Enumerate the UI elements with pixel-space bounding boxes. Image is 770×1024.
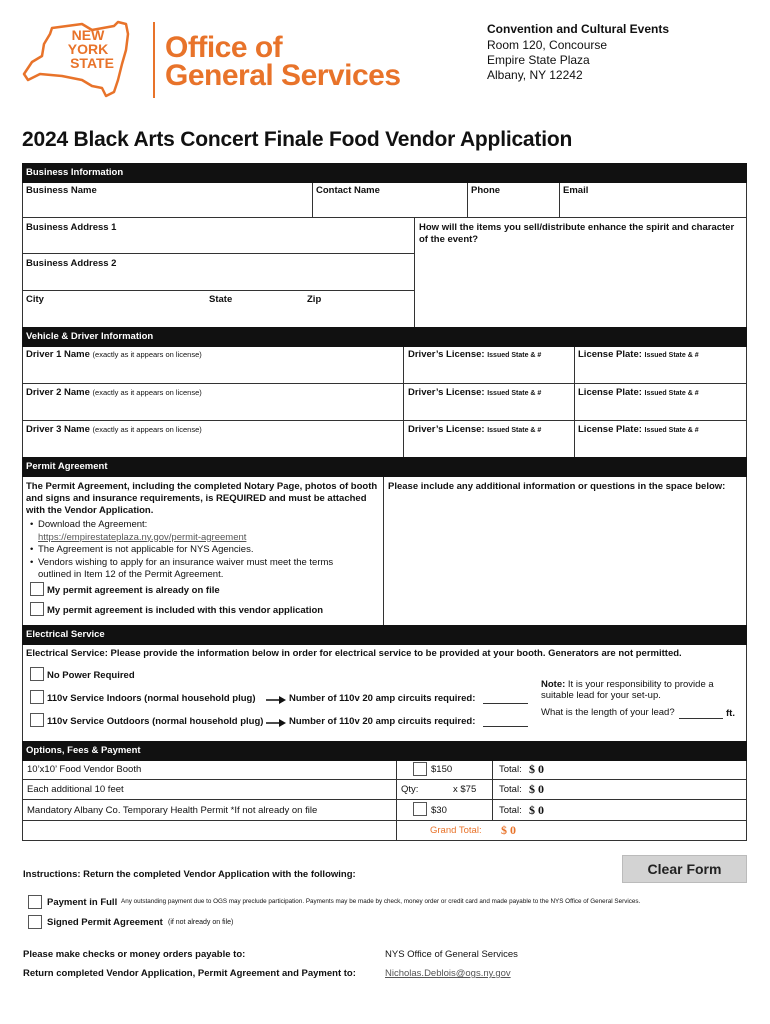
return-email-link[interactable]: Nicholas.Deblois@ogs.ny.gov [385, 968, 511, 979]
license-note: (exactly as it appears on license) [92, 350, 202, 359]
logo-divider [153, 22, 155, 98]
section-vehicle-driver: Vehicle & Driver Information [22, 327, 747, 347]
address-dept: Convention and Cultural Events [487, 22, 670, 36]
payment-full-label: Payment in Full [47, 897, 118, 908]
driver-2-license-label [408, 387, 541, 398]
payable-label: Please make checks or money orders payable to: [23, 949, 246, 960]
bullet-download [28, 519, 333, 532]
lead-note-2: suitable lead for your set-up. [541, 690, 661, 701]
issued-note: Issued State & # [644, 352, 699, 359]
driver-3-license-label [408, 424, 541, 435]
address-line2: Empire State Plaza [487, 53, 590, 67]
permit-intro-1: The Permit Agreement, including the completed Notary Page, photos of booth [26, 481, 378, 492]
permit-bullets [28, 519, 333, 582]
divider [22, 253, 415, 254]
additional-info-label: Please include any additional information or questions in the space below: [388, 481, 726, 492]
booth-total: $ 0 [529, 762, 544, 776]
additional-qty-field[interactable] [420, 781, 450, 797]
indoors-circuits-field[interactable] [483, 703, 528, 704]
permit-agreement-link[interactable]: https://empirestateplaza.ny.gov/permit-agreement [38, 531, 247, 543]
indoors-checkbox[interactable] [30, 690, 44, 704]
additional-info-field[interactable] [385, 494, 745, 624]
booth-total-label: Total: [499, 764, 522, 775]
ft-label: ft. [726, 708, 735, 719]
office-of-label: Office of [165, 31, 283, 64]
license-note: (exactly as it appears on license) [92, 425, 202, 434]
additional-total-label: Total: [499, 784, 522, 795]
indoors-circuits-label: Number of 110v 20 amp circuits required: [289, 693, 476, 704]
state-label: State [209, 294, 233, 305]
driver-2-name-text: Driver 2 Name [26, 387, 90, 398]
payment-full-note: Any outstanding payment due to OGS may preclude participation. Payments may be made by check, money order or credit card and made payable to the NYS Office of General Services. [121, 898, 641, 905]
driver-3-name-text: Driver 3 Name [26, 424, 90, 435]
arrow-right-icon [266, 692, 286, 710]
driver-1-name-label [26, 349, 202, 360]
divider [22, 820, 747, 821]
booth-price: $150 [431, 764, 453, 775]
divider [574, 347, 575, 457]
outdoors-circuits-field[interactable] [483, 726, 528, 727]
border-right [746, 645, 747, 741]
permit-on-file-label: My permit agreement is already on file [47, 585, 220, 596]
border-left [22, 477, 23, 625]
no-power-checkbox[interactable] [30, 667, 44, 681]
license-text: Driver’s License: [408, 387, 485, 398]
divider [22, 217, 747, 218]
section-fees: Options, Fees & Payment [22, 741, 747, 761]
divider [492, 761, 493, 821]
border-left [22, 645, 23, 741]
divider [22, 799, 747, 800]
enhance-question-2: of the event? [419, 234, 479, 245]
indoors-label: 110v Service Indoors (normal household plug) [47, 693, 256, 704]
license-text: Driver’s License: [408, 424, 485, 435]
driver-1-name-text: Driver 1 Name [26, 349, 90, 360]
license-text: Driver’s License: [408, 349, 485, 360]
permit-included-checkbox[interactable] [30, 602, 44, 616]
fee-booth-label: 10’x10’ Food Vendor Booth [27, 764, 142, 775]
section-business-info: Business Information [22, 163, 747, 183]
email-label: Email [563, 185, 589, 196]
permit-intro-3: with the Vendor Application. [26, 505, 154, 516]
driver-3-plate-label [578, 424, 699, 435]
issued-note: Issued State & # [644, 427, 699, 434]
grand-total: $ 0 [501, 823, 516, 837]
logo-state: STATE [70, 55, 114, 71]
driver-1-plate-label [578, 349, 699, 360]
waiver-text-2: outlined in Item 12 of the Permit Agreement. [38, 569, 224, 580]
divider [22, 290, 415, 291]
download-text: Download the Agreement: [38, 519, 148, 530]
license-note: (exactly as it appears on license) [92, 388, 202, 397]
border-left [22, 761, 23, 841]
bullet-link-row [28, 532, 333, 545]
divider [414, 217, 415, 327]
no-power-label: No Power Required [47, 670, 135, 681]
grand-total-label: Grand Total: [430, 825, 482, 836]
divider [22, 383, 747, 384]
permit-included-label: My permit agreement is included with this vendor application [47, 605, 324, 616]
issued-note: Issued State & # [487, 390, 542, 397]
additional-price: x $75 [453, 784, 477, 795]
city-label: City [26, 294, 44, 305]
divider [383, 477, 384, 625]
section-permit-agreement: Permit Agreement [22, 457, 747, 477]
lead-note [541, 679, 714, 690]
fee-additional-label: Each additional 10 feet [27, 784, 124, 795]
health-permit-checkbox[interactable] [413, 802, 427, 816]
border-left [22, 347, 23, 457]
logo-york: YORK [67, 41, 109, 57]
outdoors-checkbox[interactable] [30, 713, 44, 727]
arrow-right-icon [266, 715, 286, 733]
divider [559, 183, 560, 218]
additional-qty-label: Qty: [401, 784, 419, 795]
border-right [746, 347, 747, 457]
general-services-label: General Services [165, 59, 401, 92]
business-name-label: Business Name [26, 185, 97, 196]
driver-2-plate-label [578, 387, 699, 398]
outdoors-circuits-label: Number of 110v 20 amp circuits required: [289, 716, 476, 727]
phone-label: Phone [471, 185, 501, 196]
payable-to: NYS Office of General Services [385, 949, 518, 960]
address1-label: Business Address 1 [26, 222, 117, 233]
contact-name-label: Contact Name [316, 185, 380, 196]
logo-new: NEW [71, 27, 105, 43]
divider [467, 183, 468, 218]
address-line3: Albany, NY 12242 [487, 68, 583, 82]
driver-3-name-label [26, 424, 202, 435]
bullet-waiver [28, 557, 333, 570]
return-label: Return completed Vendor Application, Permit Agreement and Payment to: [23, 968, 356, 979]
driver-2-name-label [26, 387, 202, 398]
page-title: 2024 Black Arts Concert Finale Food Vendor Application [22, 128, 573, 151]
plate-text: License Plate: [578, 424, 642, 435]
border-left [22, 183, 23, 327]
bullet-waiver-cont [28, 569, 333, 582]
waiver-text: Vendors wishing to apply for an insurance waiver must meet the terms [38, 556, 334, 568]
outdoors-label: 110v Service Outdoors (normal household plug) [47, 716, 264, 727]
divider [396, 761, 397, 841]
note-label: Note: [541, 679, 566, 690]
divider [22, 840, 747, 841]
note-text: It is your responsibility to provide a [567, 679, 714, 690]
additional-total: $ 0 [529, 782, 544, 796]
signed-permit-label: Signed Permit Agreement [47, 917, 163, 928]
zip-label: Zip [307, 294, 322, 305]
electrical-intro: Electrical Service: Please provide the information below in order for electrical service to be provided at your booth. Generators are not permitted. [26, 648, 682, 659]
plate-text: License Plate: [578, 349, 642, 360]
clear-form-button[interactable]: Clear Form [622, 855, 747, 883]
divider [312, 183, 313, 218]
border-right [746, 761, 747, 841]
instructions-text: Instructions: Return the completed Vendor Application with the following: [23, 869, 356, 880]
border-right [746, 477, 747, 625]
lead-length-field[interactable] [679, 718, 723, 719]
section-electrical: Electrical Service [22, 625, 747, 645]
divider [22, 420, 747, 421]
issued-note: Issued State & # [644, 390, 699, 397]
nys-state-logo [22, 20, 146, 100]
issued-note: Issued State & # [487, 427, 542, 434]
signed-permit-note: (if not already on file) [168, 919, 234, 926]
address2-label: Business Address 2 [26, 258, 117, 269]
lead-length-question: What is the length of your lead? [541, 707, 675, 718]
booth-checkbox[interactable] [413, 762, 427, 776]
border-right [746, 183, 747, 327]
nys-agencies-text: The Agreement is not applicable for NYS Agencies. [38, 544, 254, 555]
bullet-nys-agencies [28, 544, 333, 557]
signed-permit-checkbox[interactable] [28, 915, 42, 929]
address-line1: Room 120, Concourse [487, 38, 608, 52]
issued-note: Issued State & # [487, 352, 542, 359]
health-permit-price: $30 [431, 805, 447, 816]
enhance-question: How will the items you sell/distribute enhance the spirit and character [419, 222, 735, 233]
health-permit-total-label: Total: [499, 805, 522, 816]
divider [22, 779, 747, 780]
health-permit-total: $ 0 [529, 803, 544, 817]
fee-health-permit-label: Mandatory Albany Co. Temporary Health Permit *If not already on file [27, 805, 318, 816]
permit-intro-2: and signs and insurance requirements, is REQUIRED and must be attached [26, 493, 367, 504]
divider [403, 347, 404, 457]
permit-on-file-checkbox[interactable] [30, 582, 44, 596]
driver-1-license-label [408, 349, 541, 360]
plate-text: License Plate: [578, 387, 642, 398]
payment-full-checkbox[interactable] [28, 895, 42, 909]
